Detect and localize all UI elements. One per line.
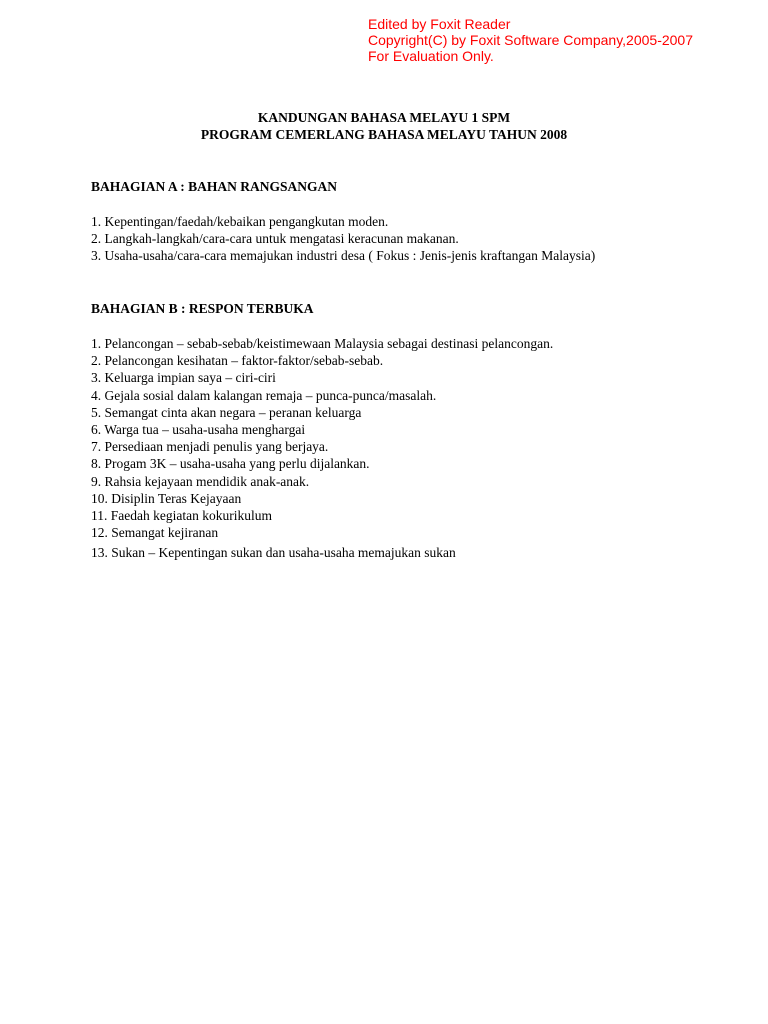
list-item: 12. Semangat kejiranan — [91, 525, 219, 541]
list-item: 2. Pelancongan kesihatan – faktor-faktor/sebab-sebab. — [91, 353, 384, 369]
foxit-watermark — [368, 16, 693, 64]
list-item: 1. Pelancongan – sebab-sebab/keistimewaan Malaysia sebagai destinasi pelancongan. — [91, 336, 554, 351]
list-item: 6. Warga tua – usaha-usaha menghargai — [91, 422, 306, 438]
list-item: 9. Rahsia kejayaan mendidik anak-anak. — [91, 473, 310, 489]
list-item: 3. Usaha-usaha/cara-cara memajukan industri desa ( Fokus : Jenis-jenis kraftangan Malaysia) — [91, 248, 596, 264]
list-item: 1. Kepentingan/faedah/kebaikan pengangkutan moden. — [91, 214, 389, 229]
list-item: 5. Semangat cinta akan negara – peranan keluarga — [91, 404, 362, 420]
section-b-list — [91, 335, 553, 562]
list-item: 2. Langkah-langkah/cara-cara untuk mengatasi keracunan makanan. — [91, 231, 459, 247]
watermark-line-3: For Evaluation Only. — [368, 48, 494, 64]
list-item: 10. Disiplin Teras Kejayaan — [91, 490, 242, 506]
watermark-line-2: Copyright(C) by Foxit Software Company,2005-2007 — [368, 32, 694, 48]
list-item: 7. Persediaan menjadi penulis yang berjaya. — [91, 439, 329, 455]
section-a-list — [91, 213, 595, 265]
list-item: 11. Faedah kegiatan kokurikulum — [91, 508, 272, 524]
list-item: 8. Progam 3K – usaha-usaha yang perlu dijalankan. — [91, 456, 370, 472]
document-subtitle: PROGRAM CEMERLANG BAHASA MELAYU TAHUN 2008 — [200, 127, 568, 142]
watermark-line-1: Edited by Foxit Reader — [368, 16, 511, 32]
section-a-heading: BAHAGIAN A : BAHAN RANGSANGAN — [91, 179, 338, 194]
section-b-heading: BAHAGIAN B : RESPON TERBUKA — [91, 301, 314, 316]
document-title: KANDUNGAN BAHASA MELAYU 1 SPM — [257, 110, 511, 125]
list-item: 4. Gejala sosial dalam kalangan remaja – punca-punca/masalah. — [91, 387, 437, 403]
list-item: 3. Keluarga impian saya – ciri-ciri — [91, 370, 276, 386]
list-item: 13. Sukan – Kepentingan sukan dan usaha-usaha memajukan sukan — [91, 545, 456, 561]
